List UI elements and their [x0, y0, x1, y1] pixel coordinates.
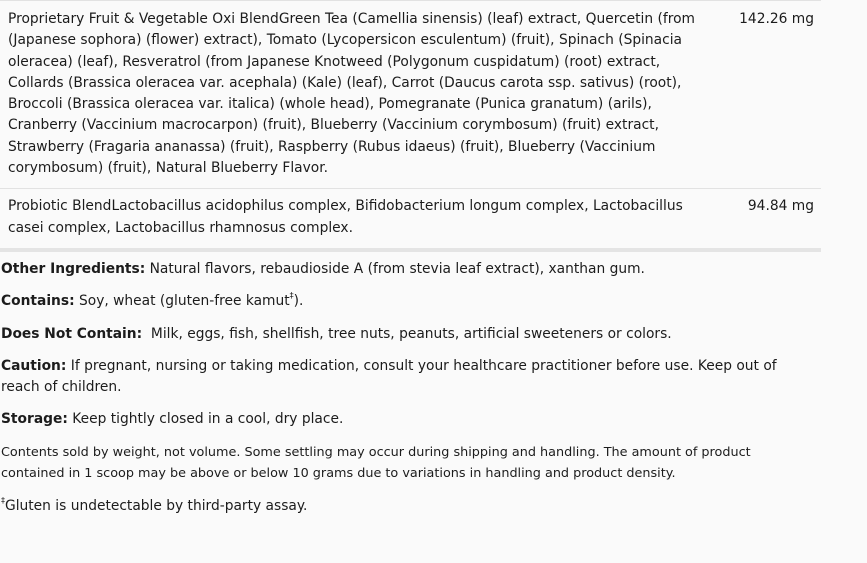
footnote-mark: ‡ [1, 496, 5, 506]
contains-after: ). [293, 293, 304, 309]
other-ingredients-text: Natural flavors, rebaudioside A (from stevia leaf extract), xanthan gum. [145, 261, 645, 277]
does-not-contain-text: Milk, eggs, fish, shellfish, tree nuts, peanuts, artificial sweeteners or colors. [142, 326, 672, 342]
supplement-facts-table [0, 0, 821, 252]
ingredient-cell [0, 1, 716, 188]
caution [1, 356, 811, 398]
contains [1, 291, 811, 312]
weight-note: Contents sold by weight, not volume. Some settling may occur during shipping and handling. The amount of product contained in 1 scoop may be above or below 10 grams due to variations in handling and product density. [1, 445, 751, 481]
blend-name: Proprietary Fruit & Vegetable Oxi Blend [8, 11, 279, 27]
blend-ingredients: Green Tea (Camellia sinensis) (leaf) extract, Quercetin (from (Japanese sophora) (flower) extract), Tomato (Lycopersicon esculentum) (fruit), Spinach (Spinacia oleracea) (leaf), Resveratrol (from Japanese Knotweed (Polygonum cuspidatum) (root) extract, Collards (Brassica oleracea var. acephala) (Kale) (leaf), Carrot (Daucus carota ssp. sativus) (root), Broccoli (Brassica oleracea var. italica) (whole head), Pomegranate (Punica granatum) (arils), Cranberry (Vaccinium macrocarpon) (fruit), Blueberry (Vaccinium corymbosum) (fruit) extract, Strawberry (Fragaria ananassa) (fruit), Raspberry (Rubus idaeus) (fruit), Blueberry (Vaccinium corymbosum) (fruit), Natural Blueberry Flavor. [8, 11, 696, 177]
amount-cell: 142.26 mg [739, 11, 814, 27]
footnote-text: Gluten is undetectable by third-party assay. [5, 498, 308, 514]
other-ingredients-label: Other Ingredients: [1, 261, 146, 277]
footnote [1, 496, 811, 517]
does-not-contain-label: Does Not Contain: [1, 326, 143, 342]
blend-ingredients: Lactobacillus acidophilus complex, Bifidobacterium longum complex, Lactobacillus casei complex, Lactobacillus rhamnosus complex. [8, 198, 683, 236]
other-ingredients [1, 259, 811, 280]
storage-label: Storage: [1, 411, 68, 427]
does-not-contain [1, 324, 811, 345]
storage-text: Keep tightly closed in a cool, dry place. [67, 411, 344, 427]
caution-text: If pregnant, nursing or taking medication, consult your healthcare practitioner before use. Keep out of reach of children. [1, 358, 777, 395]
table-row [0, 1, 821, 189]
amount-cell: 94.84 mg [747, 198, 814, 215]
contains-text: Soy, wheat (gluten-free kamut [74, 293, 290, 309]
footnote-mark: ‡ [289, 291, 294, 301]
caution-label: Caution: [1, 358, 67, 374]
table-row [0, 189, 821, 252]
storage [1, 409, 811, 430]
ingredient-cell [0, 189, 716, 248]
contains-label: Contains: [1, 293, 75, 309]
blend-name: Probiotic Blend [8, 198, 112, 215]
